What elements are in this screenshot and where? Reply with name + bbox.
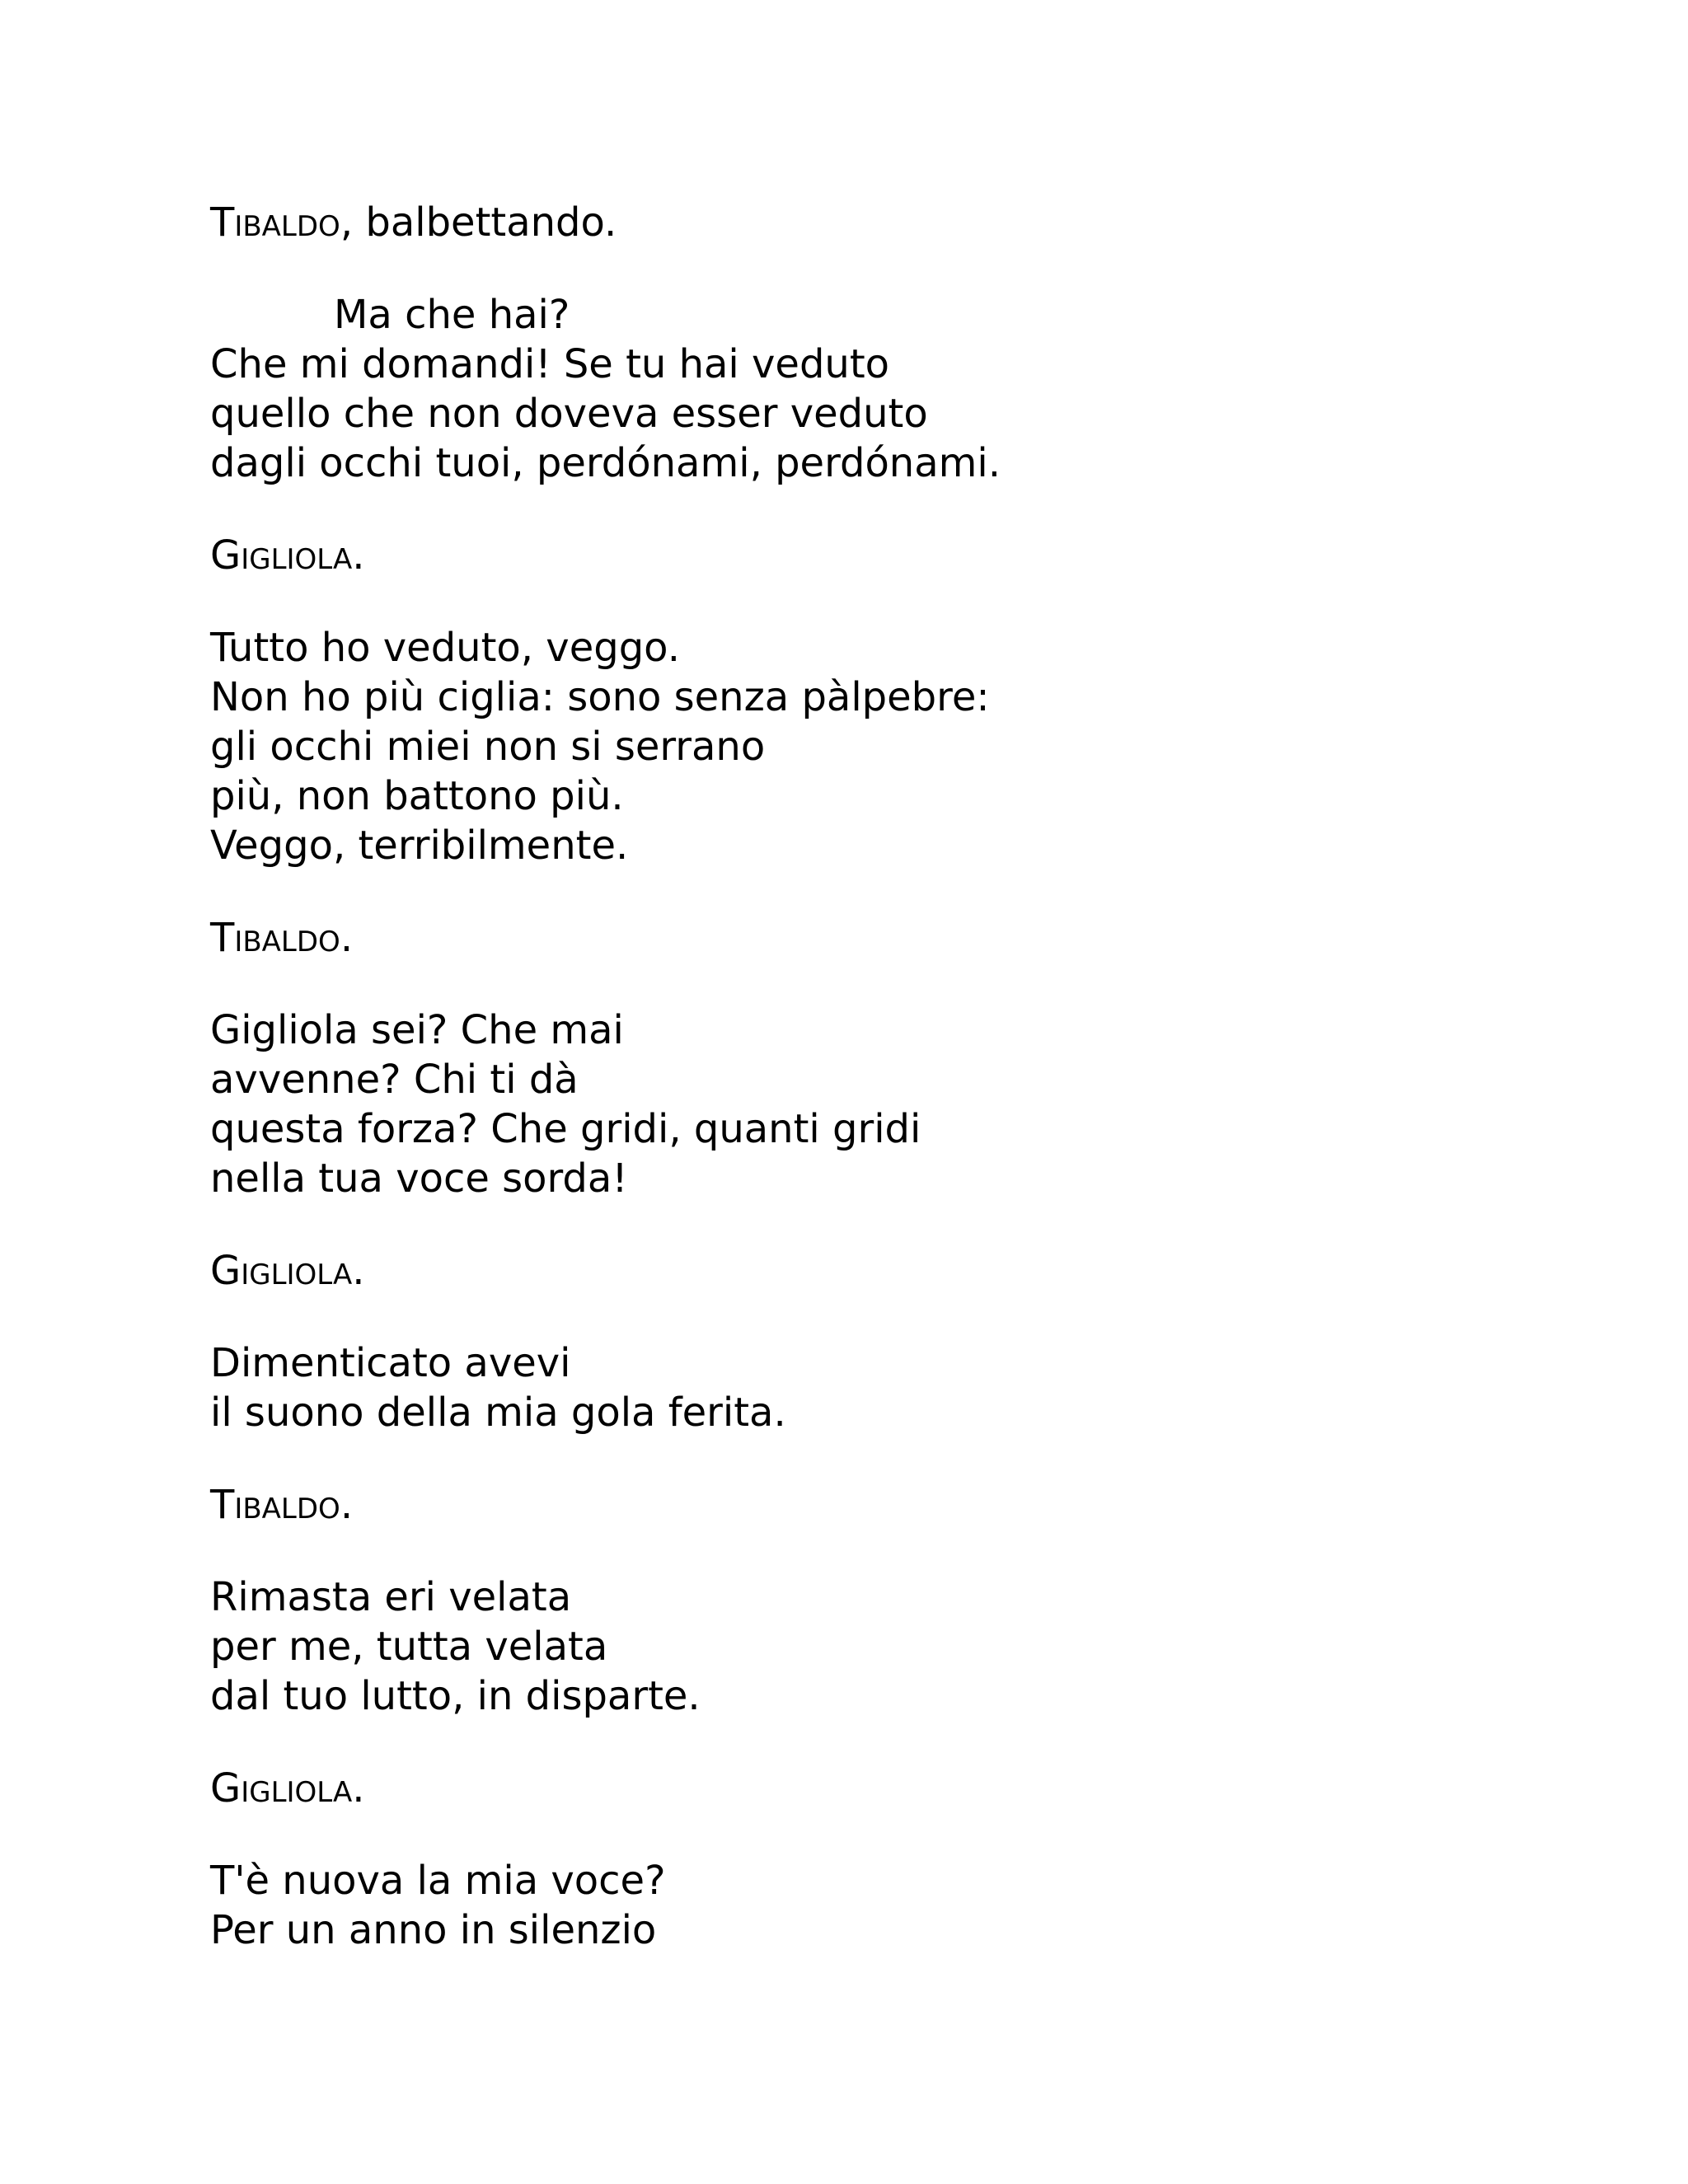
verse xyxy=(210,1572,1611,1721)
verse-line: T'è nuova la mia voce? xyxy=(210,1858,666,1904)
verse-line: il suono della mia gola ferita. xyxy=(210,1390,786,1436)
verse-line: Ma che hai? xyxy=(334,292,570,338)
speaker-name: Gigliola xyxy=(210,1248,353,1294)
stage-direction: . xyxy=(352,532,365,579)
speaker-name: Gigliola xyxy=(210,1765,353,1811)
speaker-heading xyxy=(210,1246,1611,1296)
verse-line: per me, tutta velata xyxy=(210,1624,608,1670)
verse-line: dal tuo lutto, in disparte. xyxy=(210,1673,701,1719)
verse-line: Dimenticato avevi xyxy=(210,1340,571,1386)
speaker-heading xyxy=(210,1764,1611,1813)
verse-line: Che mi domandi! Se tu hai veduto xyxy=(210,341,890,387)
verse-line: avvenne? Chi ti dà xyxy=(210,1057,579,1103)
stage-direction: . xyxy=(352,1248,365,1294)
stage-direction: . xyxy=(340,915,354,961)
speaker-heading xyxy=(210,1480,1611,1530)
verse-line: Tutto ho veduto, veggo. xyxy=(210,625,680,671)
verse-line: quello che non doveva esser veduto xyxy=(210,391,928,437)
verse-line: Gigliola sei? Che mai xyxy=(210,1007,624,1053)
speaker-name: Tibaldo xyxy=(210,199,340,246)
speaker-heading xyxy=(210,913,1611,963)
stage-direction: , balbettando. xyxy=(340,199,617,246)
verse xyxy=(210,1338,1611,1437)
speaker-name: Tibaldo xyxy=(210,1482,340,1528)
verse-line: più, non battono più. xyxy=(210,773,624,819)
verse xyxy=(210,1005,1611,1203)
verse-line: dagli occhi tuoi, perdónami, perdónami. xyxy=(210,440,1001,486)
verse-line: questa forza? Che gridi, quanti gridi xyxy=(210,1106,921,1152)
verse xyxy=(210,1856,1611,1955)
verse xyxy=(210,623,1611,870)
speaker-heading xyxy=(210,198,1611,247)
verse-line: gli occhi miei non si serrano xyxy=(210,724,766,770)
verse xyxy=(210,290,1611,488)
verse-line: Veggo, terribilmente. xyxy=(210,823,629,869)
speaker-heading xyxy=(210,531,1611,580)
verse-line: nella tua voce sorda! xyxy=(210,1155,628,1202)
verse-line: Non ho più ciglia: sono senza pàlpebre: xyxy=(210,674,990,720)
play-text xyxy=(210,198,1611,1955)
speaker-name: Tibaldo xyxy=(210,915,340,961)
stage-direction: . xyxy=(340,1482,354,1528)
stage-direction: . xyxy=(352,1765,365,1811)
speaker-name: Gigliola xyxy=(210,532,353,579)
verse-line: Rimasta eri velata xyxy=(210,1574,572,1620)
verse-line: Per un anno in silenzio xyxy=(210,1907,657,1953)
